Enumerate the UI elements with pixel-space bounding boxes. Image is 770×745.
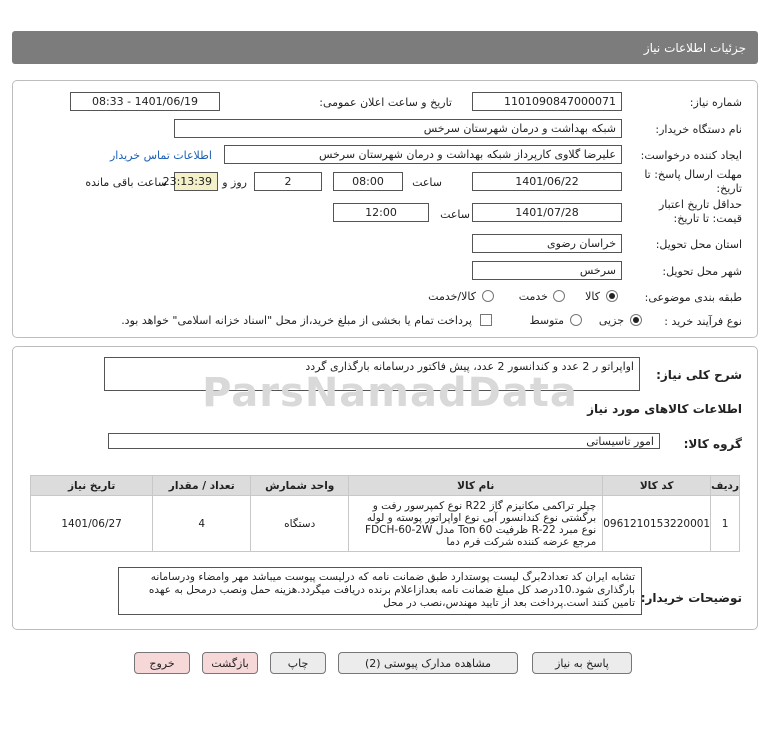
need-number-label: شماره نیاز: — [689, 96, 742, 109]
deadline-label — [644, 168, 742, 196]
goods-group-label: گروه کالا: — [683, 437, 742, 451]
validity-date-field[interactable]: 1401/07/28 — [472, 203, 622, 222]
purchase-option-medium: متوسط — [529, 314, 564, 327]
col-name: نام کالا — [349, 476, 603, 496]
validity-label — [659, 198, 742, 226]
cell-index: 1 — [711, 496, 740, 552]
buyer-org-label: نام دستگاه خریدار: — [655, 123, 742, 136]
category-radio-both[interactable] — [482, 290, 494, 302]
creator-field[interactable]: علیرضا گلاوی کارپرداز شبکه بهداشت و درمان شهرستان سرخس — [224, 145, 622, 164]
purchase-radio-minor[interactable] — [630, 314, 642, 326]
watermark: ParsNamadData — [202, 370, 578, 416]
category-option-both: کالا/خدمت — [428, 290, 476, 303]
validity-label-line1: حداقل تاریخ اعتبار — [658, 198, 742, 211]
province-label: استان محل تحویل: — [655, 238, 742, 251]
announce-field[interactable]: 1401/06/19 - 08:33 — [70, 92, 220, 111]
goods-table — [30, 475, 740, 552]
deadline-label-line2: تاریخ: — [716, 182, 742, 195]
category-label: طبقه بندی موضوعی: — [644, 291, 742, 304]
category-option-goods: کالا — [585, 290, 600, 303]
validity-time-field[interactable]: 12:00 — [333, 203, 429, 222]
category-radio-goods[interactable] — [606, 290, 618, 302]
col-index: ردیف — [711, 476, 740, 496]
page-title: جزئیات اطلاعات نیاز — [643, 41, 746, 55]
validity-label-line2: قیمت: تا تاریخ: — [673, 212, 742, 225]
col-date: تاریخ نیاز — [31, 476, 153, 496]
city-field[interactable]: سرخس — [472, 261, 622, 280]
cell-unit: دستگاه — [251, 496, 349, 552]
treasury-checkbox[interactable] — [480, 314, 492, 326]
attachments-button[interactable]: مشاهده مدارک پیوستی (2) — [338, 652, 518, 674]
days-field[interactable]: 2 — [254, 172, 322, 191]
category-option-service: خدمت — [518, 290, 548, 303]
payment-note: پرداخت تمام یا بخشی از مبلغ خرید،از محل "اسناد خزانه اسلامی" خواهد بود. — [121, 314, 472, 327]
table-row[interactable] — [31, 496, 740, 552]
goods-table-header — [31, 476, 740, 496]
back-button[interactable]: بازگشت — [202, 652, 258, 674]
page-header — [12, 31, 758, 64]
col-unit: واحد شمارش — [251, 476, 349, 496]
print-button[interactable]: چاپ — [270, 652, 326, 674]
cell-code: 0961210153220001 — [603, 496, 711, 552]
cell-qty: 4 — [153, 496, 251, 552]
province-field[interactable]: خراسان رضوی — [472, 234, 622, 253]
buyer-org-field[interactable]: شبکه بهداشت و درمان شهرستان سرخس — [174, 119, 622, 138]
deadline-date-field[interactable]: 1401/06/22 — [472, 172, 622, 191]
purchase-option-minor: جزیی — [598, 314, 624, 327]
deadline-time-field[interactable]: 08:00 — [333, 172, 403, 191]
col-code: کد کالا — [603, 476, 711, 496]
category-radio-service[interactable] — [553, 290, 565, 302]
purchase-radio-medium[interactable] — [570, 314, 582, 326]
goods-group-field[interactable]: امور تاسیساتی — [108, 433, 660, 449]
remaining-time-field: 23:13:39 — [174, 172, 218, 191]
summary-label: شرح کلی نیاز: — [656, 368, 742, 382]
remaining-label: ساعت باقی مانده — [85, 176, 167, 189]
validity-time-label: ساعت — [440, 208, 470, 221]
col-qty: تعداد / مقدار — [153, 476, 251, 496]
announce-label: تاریخ و ساعت اعلان عمومی: — [319, 96, 452, 109]
purchase-type-label: نوع فرآیند خرید : — [664, 315, 742, 328]
contact-buyer-link[interactable]: اطلاعات تماس خریدار — [110, 149, 212, 162]
city-label: شهر محل تحویل: — [662, 265, 742, 278]
cell-date: 1401/06/27 — [31, 496, 153, 552]
need-number-field[interactable]: 1101090847000071 — [472, 92, 622, 111]
reply-button[interactable]: پاسخ به نیاز — [532, 652, 632, 674]
deadline-label-line1: مهلت ارسال پاسخ: تا — [644, 168, 742, 181]
days-label: روز و — [222, 176, 247, 189]
goods-section-title: اطلاعات کالاهای مورد نیاز — [587, 402, 742, 416]
deadline-time-label: ساعت — [412, 176, 442, 189]
cell-name: چیلر تراکمی مکانیزم گاز R22 نوع کمپرسور رفت و برگشتی نوع کندانسور آبی نوع اواپراتور پوسته و لوله نوع مبرد R-22 ظرفیت 60 Ton مدل FDCH-60-2W مرجع عرضه کننده شرکت فرم دما — [349, 496, 603, 552]
summary-field[interactable]: اواپراتو ر 2 عدد و کندانسور 2 عدد، پیش فاکتور درسامانه بارگذاری گردد — [104, 357, 640, 391]
creator-label: ایجاد کننده درخواست: — [640, 149, 742, 162]
buyer-notes-label: توضیحات خریدار: — [640, 591, 742, 605]
buyer-notes-field: تشابه ایران کد تعداد2برگ لیست پوستدارد طبق ضمانت نامه که درلیست پیوست میباشد مهر وامضاء ودرسامانه بارگذاری شود.10درصد کل مبلغ ضمانت نامه بعدازاعلام برنده دریافت میگردد.هزینه حمل ونصب درمحل به عهده تامین کنند است.پرداخت بعد از تایید مهندس،نصب در محل — [118, 567, 642, 615]
exit-button[interactable]: خروج — [134, 652, 190, 674]
